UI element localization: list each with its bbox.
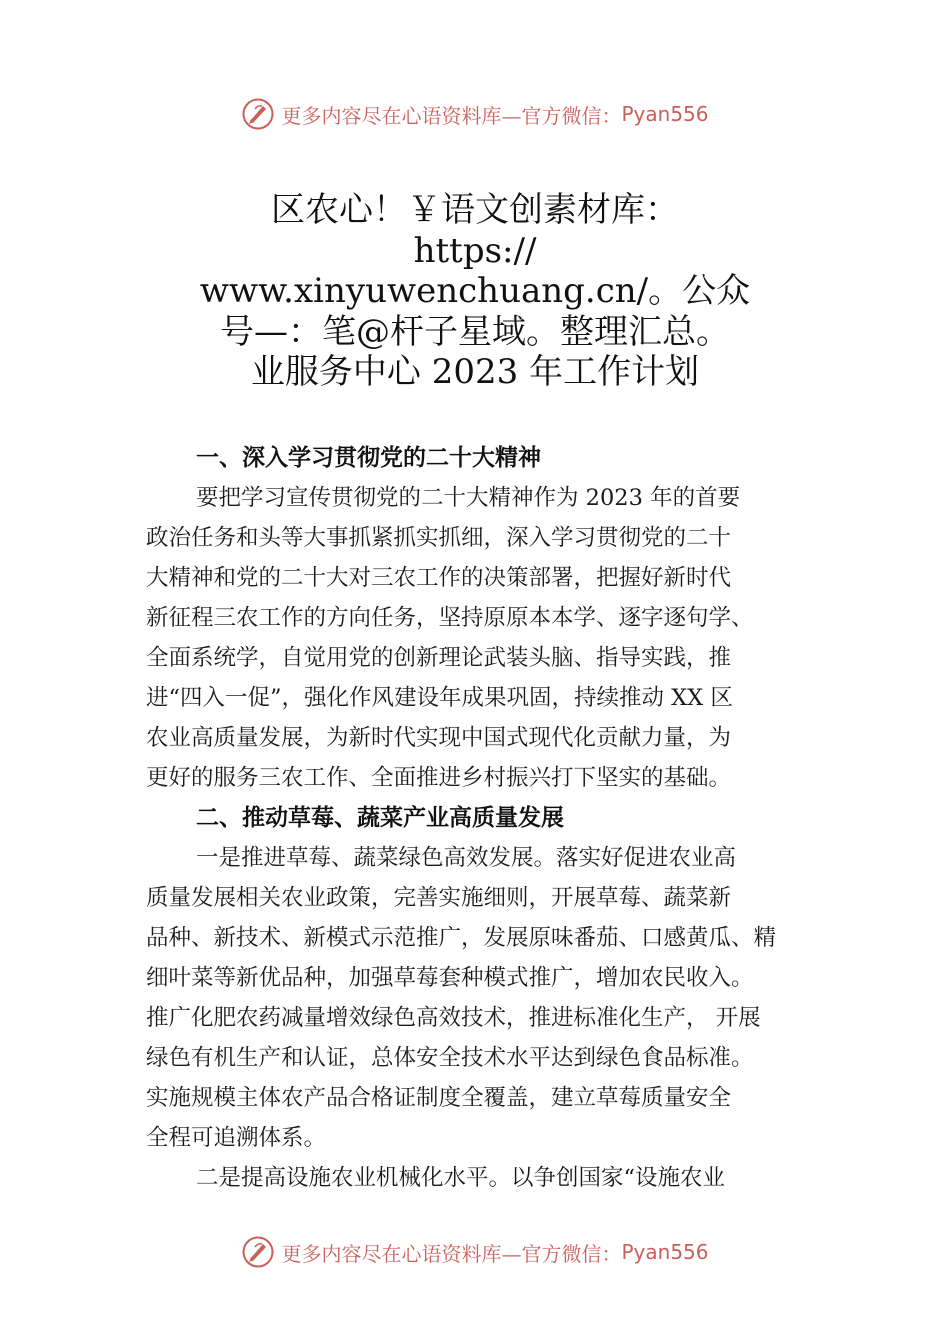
paragraph-line: 一是推进草莓、蔬菜绿色高效发展。落实好促进农业高 — [196, 845, 737, 871]
paragraph-line: 细叶菜等新优品种，加强草莓套种模式推广，增加农民收入。 — [146, 965, 754, 991]
watermark-text: 更多内容尽在心语资料库—官方微信： — [281, 103, 622, 128]
paragraph-line: 全面系统学，自觉用党的创新理论武装头脑、指导实践，推 — [146, 645, 732, 671]
paragraph-line: 政治任务和头等大事抓紧抓实抓细，深入学习贯彻党的二十 — [146, 525, 732, 551]
paragraph-line: 实施规模主体农产品合格证制度全覆盖，建立草莓质量安全 — [146, 1085, 732, 1111]
paragraph-line: 绿色有机生产和认证，总体安全技术水平达到绿色食品标准。 — [146, 1045, 754, 1071]
title-line: https:// — [413, 230, 537, 271]
document-body — [146, 438, 826, 1198]
paragraph-line: 要把学习宣传贯彻党的二十大精神作为 2023 年的首要 — [196, 485, 741, 511]
paragraph-line: 新征程三农工作的方向任务，坚持原原本本学、逐字逐句学、 — [146, 605, 754, 631]
paragraph-line: 推广化肥农药减量增效绿色高效技术，推进标准化生产， 开展 — [146, 1005, 761, 1031]
paragraph-line: 品种、新技术、新模式示范推广，发展原味番茄、口感黄瓜、精 — [146, 925, 777, 951]
watermark-banner-top — [0, 94, 950, 134]
paragraph-line: 更好的服务三农工作、全面推进乡村振兴打下坚实的基础。 — [146, 765, 732, 791]
section-heading: 二、推动草莓、蔬菜产业高质量发展 — [196, 805, 564, 831]
watermark-banner-bottom — [0, 1232, 950, 1272]
document-title — [150, 190, 800, 393]
paragraph-line: 质量发展相关农业政策，完善实施细则，开展草莓、蔬菜新 — [146, 885, 732, 911]
paragraph-line: 全程可追溯体系。 — [146, 1125, 327, 1151]
paragraph-line: 农业高质量发展，为新时代实现中国式现代化贡献力量，为 — [146, 725, 732, 751]
paragraph-line: 二是提高设施农业机械化水平。以争创国家“设施农业 — [196, 1165, 726, 1191]
title-line: www.xinyuwenchuang.cn/。公众 — [199, 271, 751, 311]
logo-icon — [241, 97, 275, 131]
title-line: 区农心！￥语文创素材库： — [271, 190, 679, 230]
watermark-text: 更多内容尽在心语资料库—官方微信： — [281, 1241, 622, 1266]
wechat-id: Pyan556 — [621, 1240, 709, 1264]
title-line: 号—：笔@杆子星域。整理汇总。 — [220, 311, 730, 352]
logo-icon — [241, 1235, 275, 1269]
section-heading: 一、深入学习贯彻党的二十大精神 — [196, 445, 541, 471]
paragraph-line: 进“四入一促”，强化作风建设年成果巩固，持续推动 XX 区 — [146, 685, 733, 711]
wechat-id: Pyan556 — [621, 102, 709, 126]
title-line: 业服务中心 2023 年工作计划 — [250, 352, 700, 392]
paragraph-line: 大精神和党的二十大对三农工作的决策部署，把握好新时代 — [146, 565, 732, 591]
